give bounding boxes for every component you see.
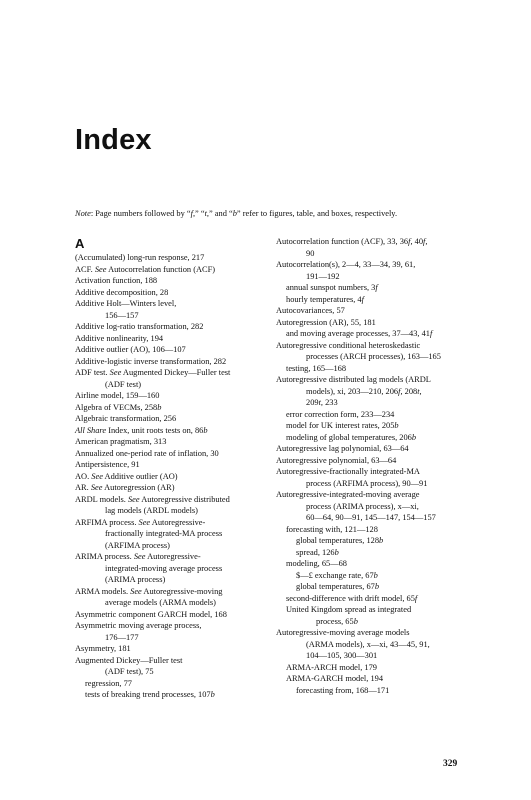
text-run: ARDL models. [75,494,128,504]
text-run: model for UK interest rates, 205 [286,421,395,430]
italic-text: f [408,237,411,246]
index-entry [75,517,270,529]
italic-text: b [232,209,237,218]
text-run: Additive log-ratio transformation, 282 [75,322,204,331]
italic-text: See [130,586,142,596]
page-number: 329 [443,759,458,769]
index-entry [276,535,476,547]
text-run: , 208 [400,386,418,396]
text-run: Activation function, 188 [75,276,158,285]
text-run: Autoregressive polynomial, 63—64 [276,455,397,465]
index-entry-continuation [276,397,476,409]
text-run: ARFIMA process. [75,517,139,527]
italic-text: f [429,329,433,338]
text-run: Asymmetric moving average process, [75,621,202,630]
index-entry [75,609,270,621]
index-entry [75,287,270,299]
index-entry [75,333,270,345]
italic-text: f [190,209,193,218]
italic-text: See [90,483,103,492]
index-entry-continuation: 156—157 [105,310,139,320]
text-run: Index, unit roots tests on, 86 [106,425,204,435]
index-entry-continuation: 176—177 [105,632,139,642]
text-run: Autoregressive- [150,517,206,527]
italic-text: See [133,552,146,561]
italic-text: b [203,425,208,435]
index-entry-continuation: integrated-moving average process [105,563,223,573]
italic-text: All Share [75,425,107,435]
index-entry [75,459,270,471]
index-entry-continuation: (ADF test), 75 [105,667,154,676]
italic-text: See [94,264,107,274]
text-run: Autoregressive distributed [139,494,230,504]
index-entry-continuation: processes (ARCH processes), 163—165 [306,352,441,361]
index-entry-continuation: 104—105, 300—301 [306,651,378,660]
index-entry [75,678,270,690]
italic-text: b [210,690,215,699]
index-entry-continuation: (ARMA models), x—xi, 43—45, 91, [306,639,430,649]
italic-text: See [91,471,103,481]
text-run: Augmented Dickey—Fuller test [121,368,231,377]
index-entry [75,252,270,264]
text-run: Additive nonlinearity, 194 [75,333,164,343]
index-entry [75,436,270,448]
italic-text: f [361,294,364,304]
text-run: United Kingdom spread as integrated [286,605,412,614]
page-title: Index [75,124,152,156]
text-run: Autocorrelation(s), 2—4, 33—34, 39, 61, [276,260,416,269]
italic-text: b [353,616,358,626]
italic-text: b [394,421,399,430]
text-run: AO. [75,471,92,481]
text-run: ADF test. [75,368,110,377]
text-run: Antipersistence, 91 [75,460,140,469]
text-run: annual sunspot numbers, 3 [286,283,376,292]
text-run: , [419,386,422,396]
text-run: Autocovariances, 57 [276,306,345,315]
text-run: Autoregressive- [145,552,201,561]
index-entry [276,466,476,478]
text-run: error correction form, 233—234 [286,409,395,419]
index-entry [75,321,270,333]
text-run: Autoregressive distributed lag models (ARDL [276,375,431,384]
text-run: hourly temperatures, 4 [286,294,362,304]
index-entry [276,547,476,559]
text-run: ,” “ [192,209,205,218]
index-entry [276,317,476,329]
text-run: , [425,237,428,246]
index-entry [276,420,476,432]
index-entry [75,390,270,402]
index-entry [75,586,270,598]
index-entry [276,259,476,271]
text-run: global temperatures, 128 [296,536,380,545]
index-entry-continuation: lag models (ARDL models) [105,506,198,515]
text-run: ARIMA process. [75,552,134,561]
index-entry [75,356,270,368]
text-run: global temperatures, 67 [296,582,375,591]
text-run: Autoregressive-moving [141,586,223,596]
italic-text: t [417,386,420,396]
italic-text: See [109,368,122,377]
index-entry [75,448,270,460]
text-run: Autocorrelation function (ACF), 33, 36 [276,237,409,246]
text-run: ARMA models. [75,586,131,596]
text-run: , 40 [410,237,424,246]
text-run: Autocorrelation function (ACF) [106,264,216,274]
text-run: Autoregressive lag polynomial, 63—64 [276,444,409,453]
index-entry [276,340,476,352]
text-run: Autoregressive-integrated-moving average [276,490,420,499]
text-run: ACF. [75,264,95,274]
text-run: Autoregressive conditional heteroskedastic [276,340,421,350]
text-run: , 233 [320,398,338,407]
text-run: Autoregression (AR), 55, 181 [276,317,376,327]
index-entry [276,662,476,674]
italic-text: t [318,398,321,407]
text-run: Annualized one-period rate of inflation, 30 [75,448,219,458]
italic-text: f [375,283,378,292]
italic-text: f [398,386,401,396]
index-entry-continuation: process (ARFIMA process), 90—91 [306,478,428,488]
text-run: AR. [75,483,91,492]
text-run: Asymmetric component GARCH model, 168 [75,609,227,619]
italic-text: b [411,432,417,442]
index-entry [276,627,476,639]
index-entry [276,581,476,593]
index-entry [276,593,476,605]
index-entry [276,455,476,467]
text-run: Additive-logistic inverse transformation, 282 [75,356,227,366]
italic-text: b [379,536,384,545]
italic-text: b [157,402,162,412]
text-run: spread, 126 [296,547,335,557]
index-entry [276,328,476,340]
index-entry [75,298,270,310]
index-entry-continuation: 90 [306,248,315,258]
italic-text: f [414,593,418,603]
text-run: Additive outlier (AO), 106—107 [75,345,186,354]
italic-text: b [373,570,378,580]
text-run: Autoregressive-moving average models [276,628,410,637]
text-run: forecasting from, 168—171 [296,685,390,695]
text-run: ARMA-GARCH model, 194 [286,674,384,683]
index-entry [276,685,476,697]
text-run: models), xi, 203—210, 206 [306,386,399,396]
index-entry [75,643,270,655]
text-run: forecasting with, 121—128 [286,524,378,534]
italic-text: f [423,237,426,246]
text-run: $—£ exchange rate, 67 [296,570,374,580]
text-run: Autoregressive-fractionally integrated-MA [276,467,420,476]
italic-text: b [334,547,339,557]
text-run: Additive outlier (AO) [102,471,178,481]
index-entry [75,471,270,483]
text-run: testing, 165—168 [286,363,347,373]
index-entry-continuation: 191—192 [306,271,340,281]
text-run: American pragmatism, 313 [75,437,167,446]
index-entry-continuation: fractionally integrated-MA process [105,529,223,538]
text-run: process, 65 [316,616,354,626]
italic-text: See [127,494,140,504]
index-entry [276,604,476,616]
text-run: and moving average processes, 37—43, 41 [286,329,430,338]
text-run: (Accumulated) long-run response, 217 [75,253,205,262]
index-entry [276,374,476,386]
index-entry [276,294,476,306]
index-entry [276,558,476,570]
text-run: modeling of global temperatures, 206 [286,432,412,442]
italic-text: See [138,517,151,527]
index-column-left [75,236,270,701]
text-run: Additive decomposition, 28 [75,287,169,297]
index-entry [75,620,270,632]
text-run: : Page numbers followed by “ [90,209,191,218]
index-entry [276,282,476,294]
italic-text: Note [75,209,91,218]
index-entry [276,443,476,455]
index-entry-continuation [276,386,476,398]
italic-text: b [374,582,380,591]
index-entry [276,489,476,501]
text-run: Airline model, 159—160 [75,391,160,400]
index-entry [276,673,476,685]
index-entry [276,363,476,375]
index-note [75,208,475,219]
index-column-right [276,236,476,696]
index-entry [75,551,270,563]
text-run: second-difference with drift model, 65 [286,593,415,603]
index-entry [75,264,270,276]
index-entry [75,402,270,414]
index-entry [75,275,270,287]
text-run: Algebraic transformation, 256 [75,414,177,423]
text-run: 209 [306,398,319,407]
section-letter: A [75,236,85,251]
italic-text: t [204,209,207,218]
text-run: tests of breaking trend processes, 107 [85,690,211,699]
text-run: ,” and “ [206,209,233,218]
text-run: Algebra of VECMs, 258 [75,402,158,412]
text-run: Augmented Dickey—Fuller test [75,655,183,665]
index-entry [276,236,476,248]
index-entry [276,432,476,444]
text-run: ARMA-ARCH model, 179 [286,662,377,672]
index-entry-continuation: average models (ARMA models) [105,598,216,607]
index-entry-continuation: process (ARIMA process), x—xi, [306,501,419,511]
text-run: regression, 77 [85,678,132,688]
index-entry [276,570,476,582]
text-run: modeling, 65—68 [286,559,347,568]
index-entry [75,482,270,494]
index-entry [276,409,476,421]
index-entry [75,344,270,356]
index-entry [75,655,270,667]
index-entry [75,425,270,437]
index-entry-continuation: (ARFIMA process) [105,540,170,550]
index-entry [276,305,476,317]
index-entry-continuation: 60—64, 90—91, 145—147, 154—157 [306,513,436,522]
index-entry [276,524,476,536]
text-run: Autoregression (AR) [102,483,175,492]
index-entry [75,689,270,701]
index-entry [75,413,270,425]
text-run: ” refer to figures, table, and boxes, respectively. [236,209,398,218]
index-entry-continuation: (ARIMA process) [105,575,166,584]
index-entry-continuation: (ADF test) [105,379,142,389]
index-entry [75,367,270,379]
index-entry-continuation [276,616,476,628]
index-entry [75,494,270,506]
text-run: Additive Holt—Winters level, [75,299,177,308]
text-run: Asymmetry, 181 [75,644,131,653]
